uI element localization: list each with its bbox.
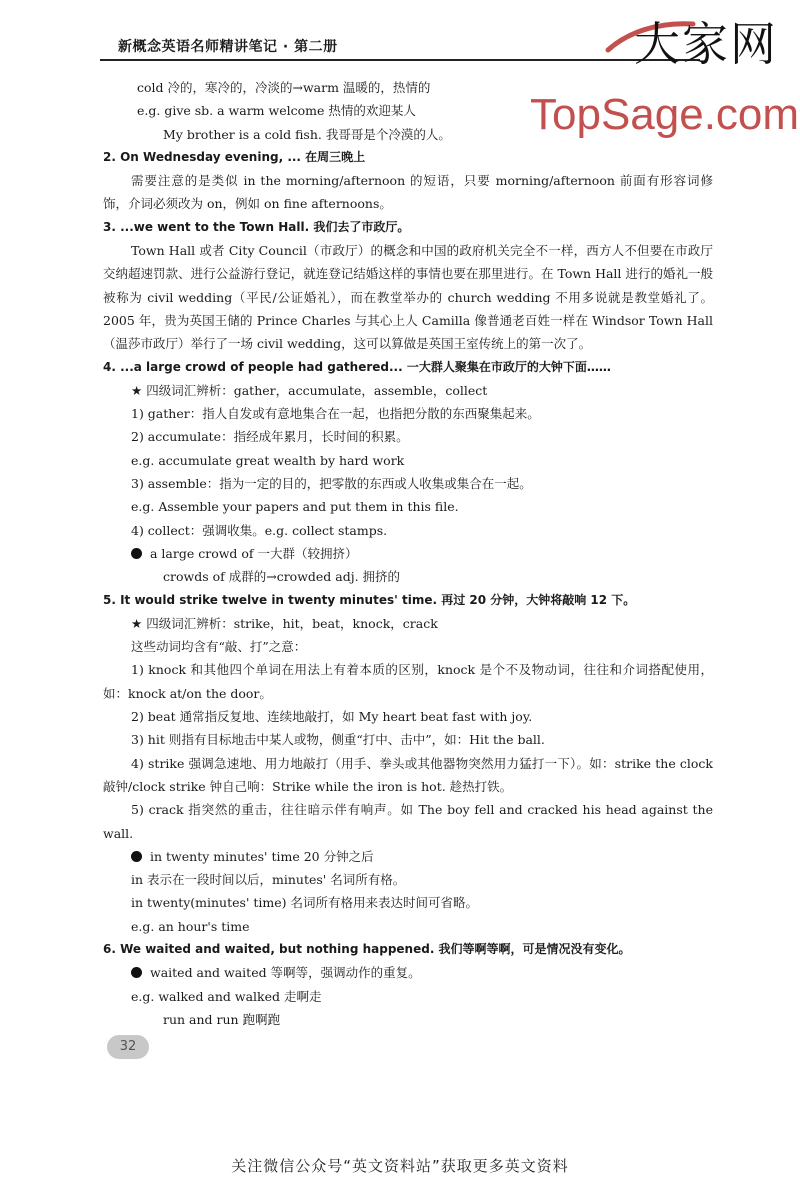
vocab-subheading-text: 四级词汇辨析：gather，accumulate，assemble，collect — [146, 382, 488, 398]
star-icon: ★ — [131, 615, 143, 631]
bullet-text: in twenty minutes' time 20 分钟之后 — [150, 848, 374, 864]
page-number: 32 — [107, 1035, 149, 1059]
example-line: run and run 跑啊跑 — [163, 1011, 281, 1027]
vocab-subheading-text: 四级词汇辨析：strike，hit，beat，knock，crack — [146, 615, 438, 631]
bullet-icon — [131, 967, 142, 978]
paragraph: 需要注意的是类似 in the morning/afternoon 的短语，只要 morning/afternoon 前面有形容词修饰，介词必须改为 on，例如 on fine afternoons。 — [103, 173, 713, 212]
text-line: in 表示在一段时间以后，minutes' 名词所有格。 — [131, 872, 406, 888]
text-line: 这些动词均含有“敲、打”之意： — [131, 639, 307, 655]
text-line: 3) hit 则指有目标地击中某人或物，侧重“打中、击中”，如：Hit the ball. — [131, 732, 545, 748]
text-line: in twenty(minutes' time) 名词所有格用来表达时间可省略。 — [131, 895, 478, 911]
star-icon: ★ — [131, 382, 143, 398]
text-line: 2) beat 通常指反复地、连续地敲打，如 My heart beat fast with joy. — [131, 709, 533, 725]
bullet-text: a large crowd of 一大群（较拥挤） — [150, 545, 358, 561]
bullet-item — [103, 542, 713, 565]
vocab-subheading — [103, 379, 713, 402]
text-line: 1) gather：指人自发或有意地集合在一起，也指把分散的东西聚集起来。 — [131, 406, 540, 422]
footer-note: 关注微信公众号“英文资料站”获取更多英文资料 — [231, 1157, 569, 1175]
example-line: e.g. give sb. a warm welcome 热情的欢迎某人 — [137, 103, 416, 119]
section-heading: 4. ...a large crowd of people had gathered... 一大群人聚集在市政厅的大钟下面…… — [103, 359, 611, 374]
bullet-icon — [131, 548, 142, 559]
paragraph: Town Hall 或者 City Council（市政厅）的概念和中国的政府机关完全不一样，西方人不但要在市政厅交纳超速罚款、进行公益游行登记，就连登记结婚这样的事情也要在那里进行。在 Town Hall 进行的婚礼一般被称为 civil wedding（平民/公证婚礼），而在教堂举办的 church wedding 不用多说就是教堂婚礼了。2005 年，贵为英国王储的 Prince Charles 与其心上人 Camilla 像普通老百姓一样在 Windsor Town Hall（温莎市政厅）举行了一场 civil wedding，这可以算做是英国王室传统上的第一次了。 — [103, 243, 713, 352]
example-line: e.g. an hour's time — [131, 918, 250, 934]
logo-en-text: TopSage.com — [530, 90, 800, 139]
section-heading: 6. We waited and waited, but nothing happened. 我们等啊等啊，可是情况没有变化。 — [103, 941, 631, 956]
bullet-item — [103, 961, 713, 984]
example-line: e.g. walked and walked 走啊走 — [131, 988, 322, 1004]
text-line: crowds of 成群的→crowded adj. 拥挤的 — [163, 569, 401, 585]
vocab-subheading — [103, 612, 713, 635]
example-line: My brother is a cold fish. 我哥哥是个冷漠的人。 — [163, 126, 451, 142]
bullet-text: waited and waited 等啊等，强调动作的重复。 — [150, 965, 421, 981]
running-header: 新概念英语名师精讲笔记 · 第二册 — [118, 39, 338, 55]
text-line: cold 冷的，寒冷的，冷淡的→warm 温暖的，热情的 — [137, 80, 431, 95]
paragraph: 1) knock 和其他四个单词在用法上有着本质的区别，knock 是个不及物动词，往往和介词搭配使用，如：knock at/on the door。 — [103, 662, 713, 701]
example-line: e.g. Assemble your papers and put them in this file. — [131, 499, 459, 515]
bullet-icon — [131, 851, 142, 862]
text-line: 3) assemble：指为一定的目的，把零散的东西或人收集或集合在一起。 — [131, 476, 532, 492]
paragraph: 5) crack 指突然的重击，往往暗示伴有响声。如 The boy fell and cracked his head against the wall. — [103, 802, 713, 841]
text-line: 4) collect：强调收集。e.g. collect stamps. — [131, 522, 388, 538]
section-heading: 2. On Wednesday evening, ... 在周三晚上 — [103, 149, 366, 164]
text-line: 2) accumulate：指经成年累月，长时间的积累。 — [131, 429, 409, 445]
section-heading: 5. It would strike twelve in twenty minutes' time. 再过 20 分钟，大钟将敲响 12 下。 — [103, 592, 636, 607]
logo-cn-text: 大家网 — [634, 17, 778, 71]
bullet-item — [103, 845, 713, 868]
paragraph: 4) strike 强调急速地、用力地敲打（用手、拳头或其他器物突然用力猛打一下）。如：strike the clock 敲钟/clock strike 钟自己响：Strike while the iron is hot. 趁热打铁。 — [103, 755, 713, 794]
page-body — [103, 76, 713, 1031]
section-heading: 3. ...we went to the Town Hall. 我们去了市政厅。 — [103, 219, 410, 234]
example-line: e.g. accumulate great wealth by hard work — [131, 452, 405, 468]
